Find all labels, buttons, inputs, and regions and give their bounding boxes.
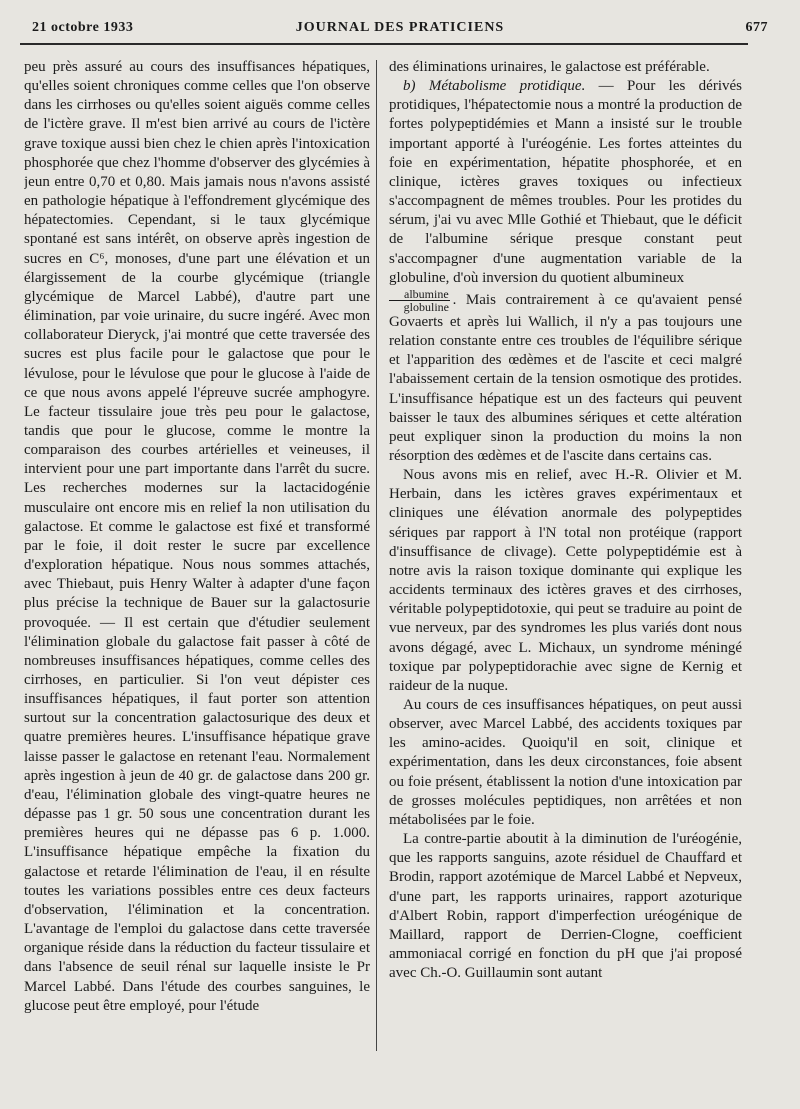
page-number: 677 xyxy=(745,20,768,35)
protein-paragraph-tail: . Mais contrairement à ce qu'avaient pensé Govaerts et après lui Wallich, il n'y a pas toujours une relation constante entre ces troubles de l'équilibre sérique et l'apparition des œdèmes et de l'ascite et ceci malgré l'abaissement certain de la tension osmotique des protides. L'insuffisance hépatique est un des facteurs qui peuvent baisser le taux des albumines sériques et cette altération peut expliquer sinon la production du moins la non résorption des œdèmes et de l'ascite dans certains cas. xyxy=(389,291,742,464)
fraction-denominator: globuline xyxy=(403,299,449,314)
right-paragraph-4: Au cours de ces insuffisances hépatiques, on peut aussi observer, avec Marcel Labbé, des accidents toxiques par les amino-acides. Quoiqu'il en soit, clinique et expérimentation, dans les deux circonstances, foie absent ou foie présent, établissent la notion d'une intoxication par de grosses molécules peptidiques, non arrêtées et non métabolisées par le foie. xyxy=(389,697,742,828)
journal-title: JOURNAL DES PRATICIENS xyxy=(295,20,505,35)
protein-paragraph-text: — Pour les dérivés protidiques, l'hépatectomie nous a montré la production de fortes polypeptidémies et Mann a insisté sur le trouble important apporté à l'uréogénie. Les fortes atteintes du foie en expérimentation, hépatite phosphorée, et en clinique, ictères graves toxiques ou infectieux s'accompagnent de mêmes troubles. Pour les protides du sérum, j'ai vu avec Mlle Gothié et Thiebaut, que le déficit de l'albumine sérique presque constant peut s'accompagner d'une augmentation variable de la globuline, d'où inversion du quotient albumineux xyxy=(389,78,742,286)
fraction-numerator: albumine xyxy=(389,288,450,301)
right-paragraph-1: des éliminations urinaires, le galactose est préférable. xyxy=(389,59,710,75)
protein-metabolism-paragraph xyxy=(389,77,742,466)
running-header xyxy=(30,20,770,42)
right-paragraph-5: La contre-partie aboutit à la diminution de l'uréogénie, que les rapports sanguins, azote résiduel de Chauffard et Brodin, rapport azotémique de Marcel Labbé et Nepveux, d'une part, les rapports urinaires, rapport azoturique d'Albert Robin, rapport d'imperfection uréogénique de Maillard, rapport de Derrien-Clogne, coefficient ammoniacal corrigé en fonction du pH que j'ai proposé avec Ch.-O. Guillaumin sont autant xyxy=(389,831,742,982)
left-paragraph-1: peu près assuré au cours des insuffisances hépatiques, qu'elles soient chroniques comme celles que l'on observe dans les cirrhoses ou qu'elles soient aiguës comme celles de l'ictère grave. Il m'est bien arrivé au cours de l'ictère grave toxique aussi bien chez le chien après l'intoxication phosphorée que chez l'homme d'observer des glycémies à jeun entre 0,70 et 0,80. Mais jamais nous n'avons assisté en pathologie hépatique à l'effondrement glycémique des hépatectomies. Cependant, si le taux glycémique spontané est sans intérêt, on observe après ingestion de sucres en C⁶, monoses, d'une part une élévation et un élargissement de la courbe glycémique (triangle glycémique de Marcel Labbé), d'autre part une élimination, par voie urinaire, du sucre ingéré. Avec mon collaborateur Dieryck, j'ai montré que cette traversée des sucres est plus facile pour le galactose que pour le lévulose, pour le lévulose que pour le glucose à l'aide de ce que nous avons appelé l'épreuve sucrée amphogyre. Le facteur tissulaire joue très peu pour le galactose, tandis que pour le glucose, comme le montre la comparaison des courbes artérielles et veineuses, il intervient pour une part importante dans l'arrêt du sucre. Les recherches modernes sur la lactacidogénie musculaire ont encore mis en relief la non utilisation du galactose. Et comme le galactose est fixé et transformé par le foie, il doit rester le sucre par excellence d'exploration hépatique. Nous nous sommes attachés, avec Thiebaut, puis Henry Walter à adapter d'une façon plus précise la technique de Bauer sur la galactosurie provoquée. — Il est certain que d'étudier seulement l'élimination globale du galactose fait passer à côté de nombreuses insuffisances hépatiques, comme celles des cirrhoses, en particulier. Si l'on veut dépister ces insuffisances hépatiques, il faut porter son attention surtout sur la concentration galactosurique des deux et quatre premières heures. L'insuffisance hépatique grave laisse passer le galactose en retenant l'eau. Normalement après ingestion à jeun de 40 gr. de galactose dans 200 gr. d'eau, l'élimination globale des vingt-quatre heures ne dépasse pas 1 gr. 50 sous une concentration durant les premières heures qui ne dépasse pas 6 p. 1.000. L'insuffisance hépatique empêche la fixation du galactose et retarde l'élimination de l'eau, il en résulte toutes les variations possibles entre ces deux facteurs d'observation, l'élimination et la concentration. L'avantage de l'emploi du galactose dans cette traversée organique réside dans la réduction du facteur tissulaire et dans l'absence de seuil rénal sur laquelle insiste le Pr Marcel Labbé. Dans l'étude des courbes sanguines, le glucose peut être employé, pour l'étude xyxy=(24,59,370,1014)
header-rule xyxy=(20,43,748,45)
albumin-globulin-fraction xyxy=(389,288,450,313)
left-column xyxy=(24,58,370,1059)
right-column xyxy=(389,58,742,1059)
issue-date: 21 octobre 1933 xyxy=(32,20,134,35)
section-heading-b: b) Métabolisme protidique. xyxy=(403,78,586,95)
column-divider xyxy=(376,60,377,1051)
right-paragraph-3: Nous avons mis en relief, avec H.-R. Olivier et M. Herbain, dans les ictères graves expérimentaux et cliniques une élévation anormale des polypeptides sériques par rapport à l'N total non protéique (rapport d'insuffisance de clivage). Cette polypeptidémie est à notre avis la raison toxique dominante qui explique les accidents terminaux des ictères graves et des cirrhoses, véritable polypeptidotoxie, qui peut se traduire au point de vue nerveux, par des syndromes les plus variés dont nous avons dégagé, avec L. Michaux, un syndrome méningé toxique par polypeptidorachie avec signe de Kernig et raideur de la nuque. xyxy=(389,467,742,694)
